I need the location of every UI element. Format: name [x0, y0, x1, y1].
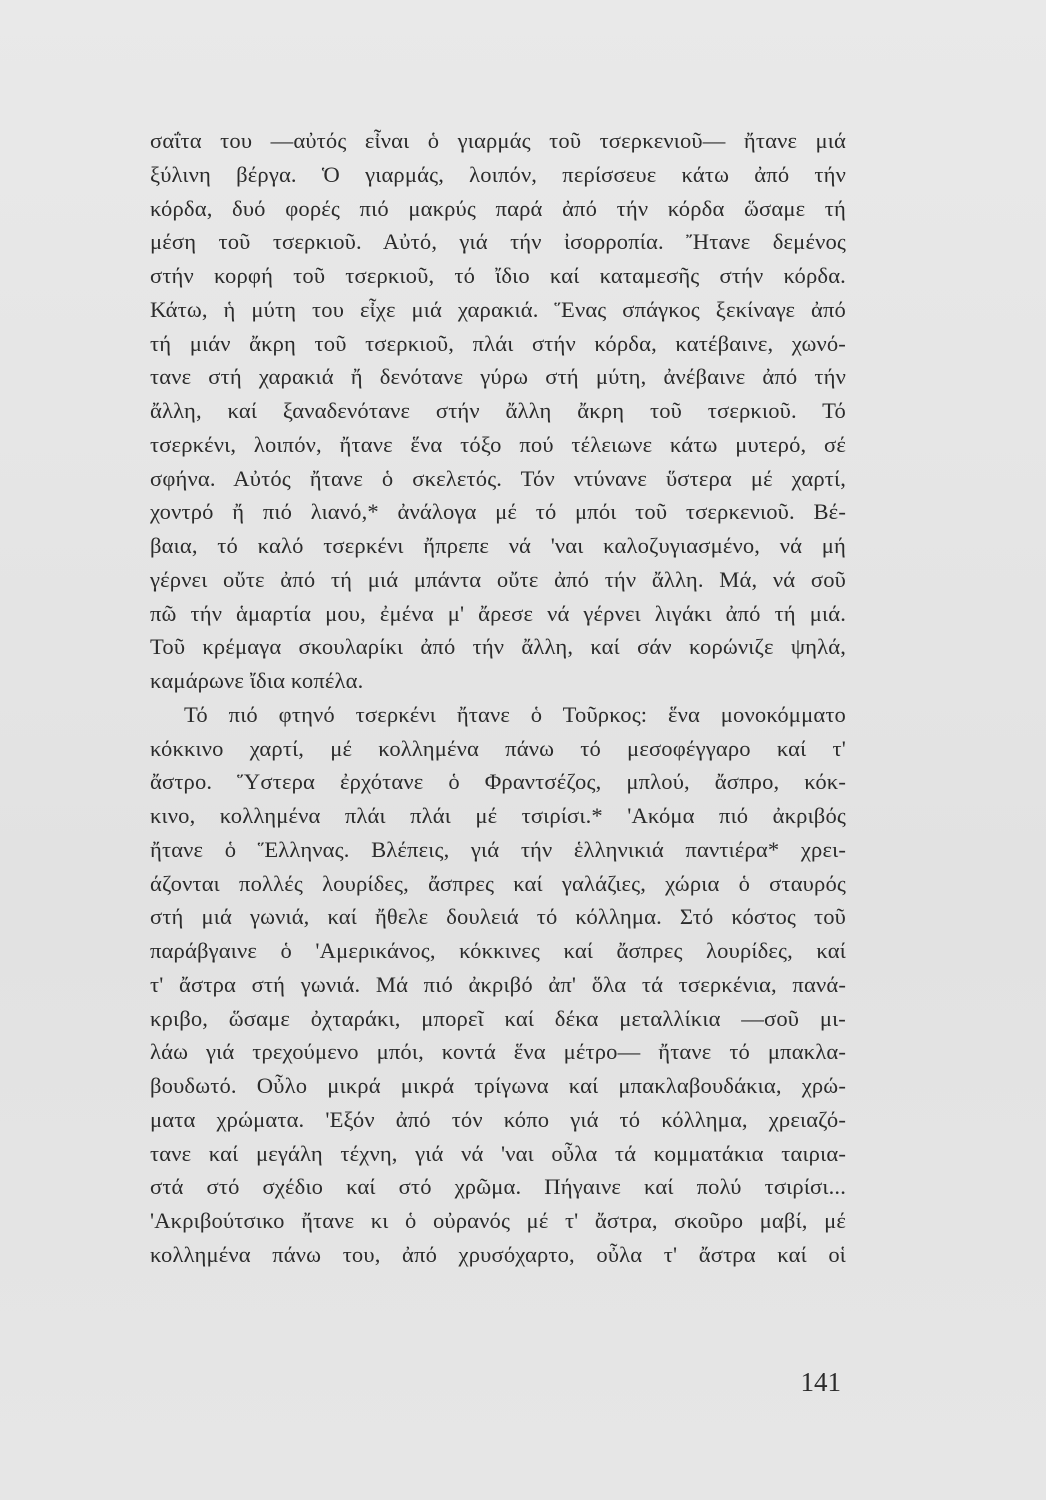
text-line: στή μιά γωνιά, καί ἤθελε δουλειά τό κόλλημα. Στό κόστος τοῦ [150, 904, 846, 930]
text-line: κόκκινο χαρτί, μέ κολλημένα πάνω τό μεσοφέγγαρο καί τ' [150, 735, 846, 761]
text-line: χοντρό ἤ πιό λιανό,* ἀνάλογα μέ τό μπόι τοῦ τσερκενιοῦ. Βέ- [150, 499, 846, 525]
text-line: κολλημένα πάνω του, ἀπό χρυσόχαρτο, οὖλα τ' ἄστρα καί οἱ [150, 1241, 846, 1267]
text-line: ξύλινη βέργα. Ὁ γιαρμάς, λοιπόν, περίσσευε κάτω ἀπό τήν [150, 161, 846, 187]
text-line: κριβο, ὥσαμε ὀχταράκι, μπορεῖ καί δέκα μεταλλίκια —σοῦ μι- [150, 1005, 846, 1031]
text-line: Τοῦ κρέμαγα σκουλαρίκι ἀπό τήν ἄλλη, καί σάν κορώνιζε ψηλά, [150, 634, 846, 660]
text-line: σφήνα. Αὐτός ἤτανε ὁ σκελετός. Τόν ντύνανε ὕστερα μέ χαρτί, [150, 465, 846, 491]
text-line: σαΐτα του —αὐτός εἶναι ὁ γιαρμάς τοῦ τσερκενιοῦ— ἤτανε μιά [150, 128, 846, 153]
text-line: τσερκένι, λοιπόν, ἤτανε ἕνα τόξο πού τέλειωνε κάτω μυτερό, σέ [150, 431, 846, 457]
text-line: άζονται πολλές λουρίδες, ἄσπρες καί γαλάζιες, χώρια ὁ σταυρός [150, 870, 846, 896]
text-line: βαια, τό καλό τσερκένι ἤπρεπε νά 'ναι καλοζυγιασμένο, νά μή [150, 533, 846, 558]
text-line: παράβγαινε ὁ 'Αμερικάνος, κόκκινες καί ἄσπρες λουρίδες, καί [150, 938, 846, 963]
text-line: τανε καί μεγάλη τέχνη, γιά νά 'ναι οὖλα τά κομματάκια ταιρια- [150, 1140, 846, 1166]
text-line: ἄλλη, καί ξαναδενότανε στήν ἄλλη ἄκρη τοῦ τσερκιοῦ. Τό [150, 398, 846, 423]
text-line: 'Ακριβούτσικο ἤτανε κι ὁ οὐρανός μέ τ' ἄστρα, σκοῦρο μαβί, μέ [150, 1208, 846, 1233]
text-line: λάω γιά τρεχούμενο μπόι, κοντά ἕνα μέτρο— ἤτανε τό μπακλα- [150, 1039, 846, 1065]
text-line: κινο, κολλημένα πλάι πλάι μέ τσιρίσι.* 'Ακόμα πιό ἀκριβός [150, 803, 846, 828]
text-line: πῶ τήν ἁμαρτία μου, ἐμένα μ' ἄρεσε νά γέρνει λιγάκι ἀπό τή μιά. [150, 600, 846, 626]
text-line: μέση τοῦ τσερκιοῦ. Αὐτό, γιά τήν ἰσορροπία. Ἤτανε δεμένος [150, 229, 846, 255]
text-line: στήν κορφή τοῦ τσερκιοῦ, τό ἴδιο καί καταμεσῆς στήν κόρδα. [150, 263, 846, 288]
paragraph [150, 698, 846, 1272]
text-line: τ' ἄστρα στή γωνιά. Μά πιό ἀκριβό ἀπ' ὅλα τά τσερκένια, πανά- [150, 971, 846, 997]
text-line: κόρδα, δυό φορές πιό μακρύς παρά ἀπό τήν κόρδα ὥσαμε τή [150, 195, 846, 221]
text-line: Τό πιό φτηνό τσερκένι ἤτανε ὁ Τοῦρκος: ἕνα μονοκόμματο [184, 701, 846, 727]
text-line: ἤτανε ὁ Ἕλληνας. Βλέπεις, γιά τήν ἑλληνικιά παντιέρα* χρει- [150, 836, 846, 862]
page-number: 141 [800, 1367, 841, 1397]
text-line: ματα χρώματα. 'Εξόν ἀπό τόν κόπο γιά τό κόλλημα, χρειαζό- [150, 1106, 846, 1132]
text-line: στά στό σχέδιο καί στό χρῶμα. Πήγαινε καί πολύ τσιρίσι... [150, 1174, 846, 1200]
body-text [150, 124, 846, 1272]
text-line: καμάρωνε ἴδια κοπέλα. [150, 668, 364, 693]
text-line: γέρνει οὔτε ἀπό τή μιά μπάντα οὔτε ἀπό τήν ἄλλη. Μά, νά σοῦ [150, 566, 846, 592]
text-line: βουδωτό. Οὖλο μικρά μικρά τρίγωνα καί μπακλαβουδάκια, χρώ- [150, 1073, 846, 1098]
text-line: Κάτω, ἡ μύτη του εἶχε μιά χαρακιά. Ἕνας σπάγκος ξεκίναγε ἀπό [150, 296, 846, 322]
text-line: τή μιάν ἄκρη τοῦ τσερκιοῦ, πλάι στήν κόρδα, κατέβαινε, χωνό- [150, 330, 846, 356]
paragraph [150, 124, 846, 698]
text-line: ἄστρο. Ὕστερα ἐρχότανε ὁ Φραντσέζος, μπλού, ἄσπρο, κόκ- [150, 769, 846, 795]
text-line: τανε στή χαρακιά ἤ δενότανε γύρω στή μύτη, ἀνέβαινε ἀπό τήν [150, 364, 846, 390]
